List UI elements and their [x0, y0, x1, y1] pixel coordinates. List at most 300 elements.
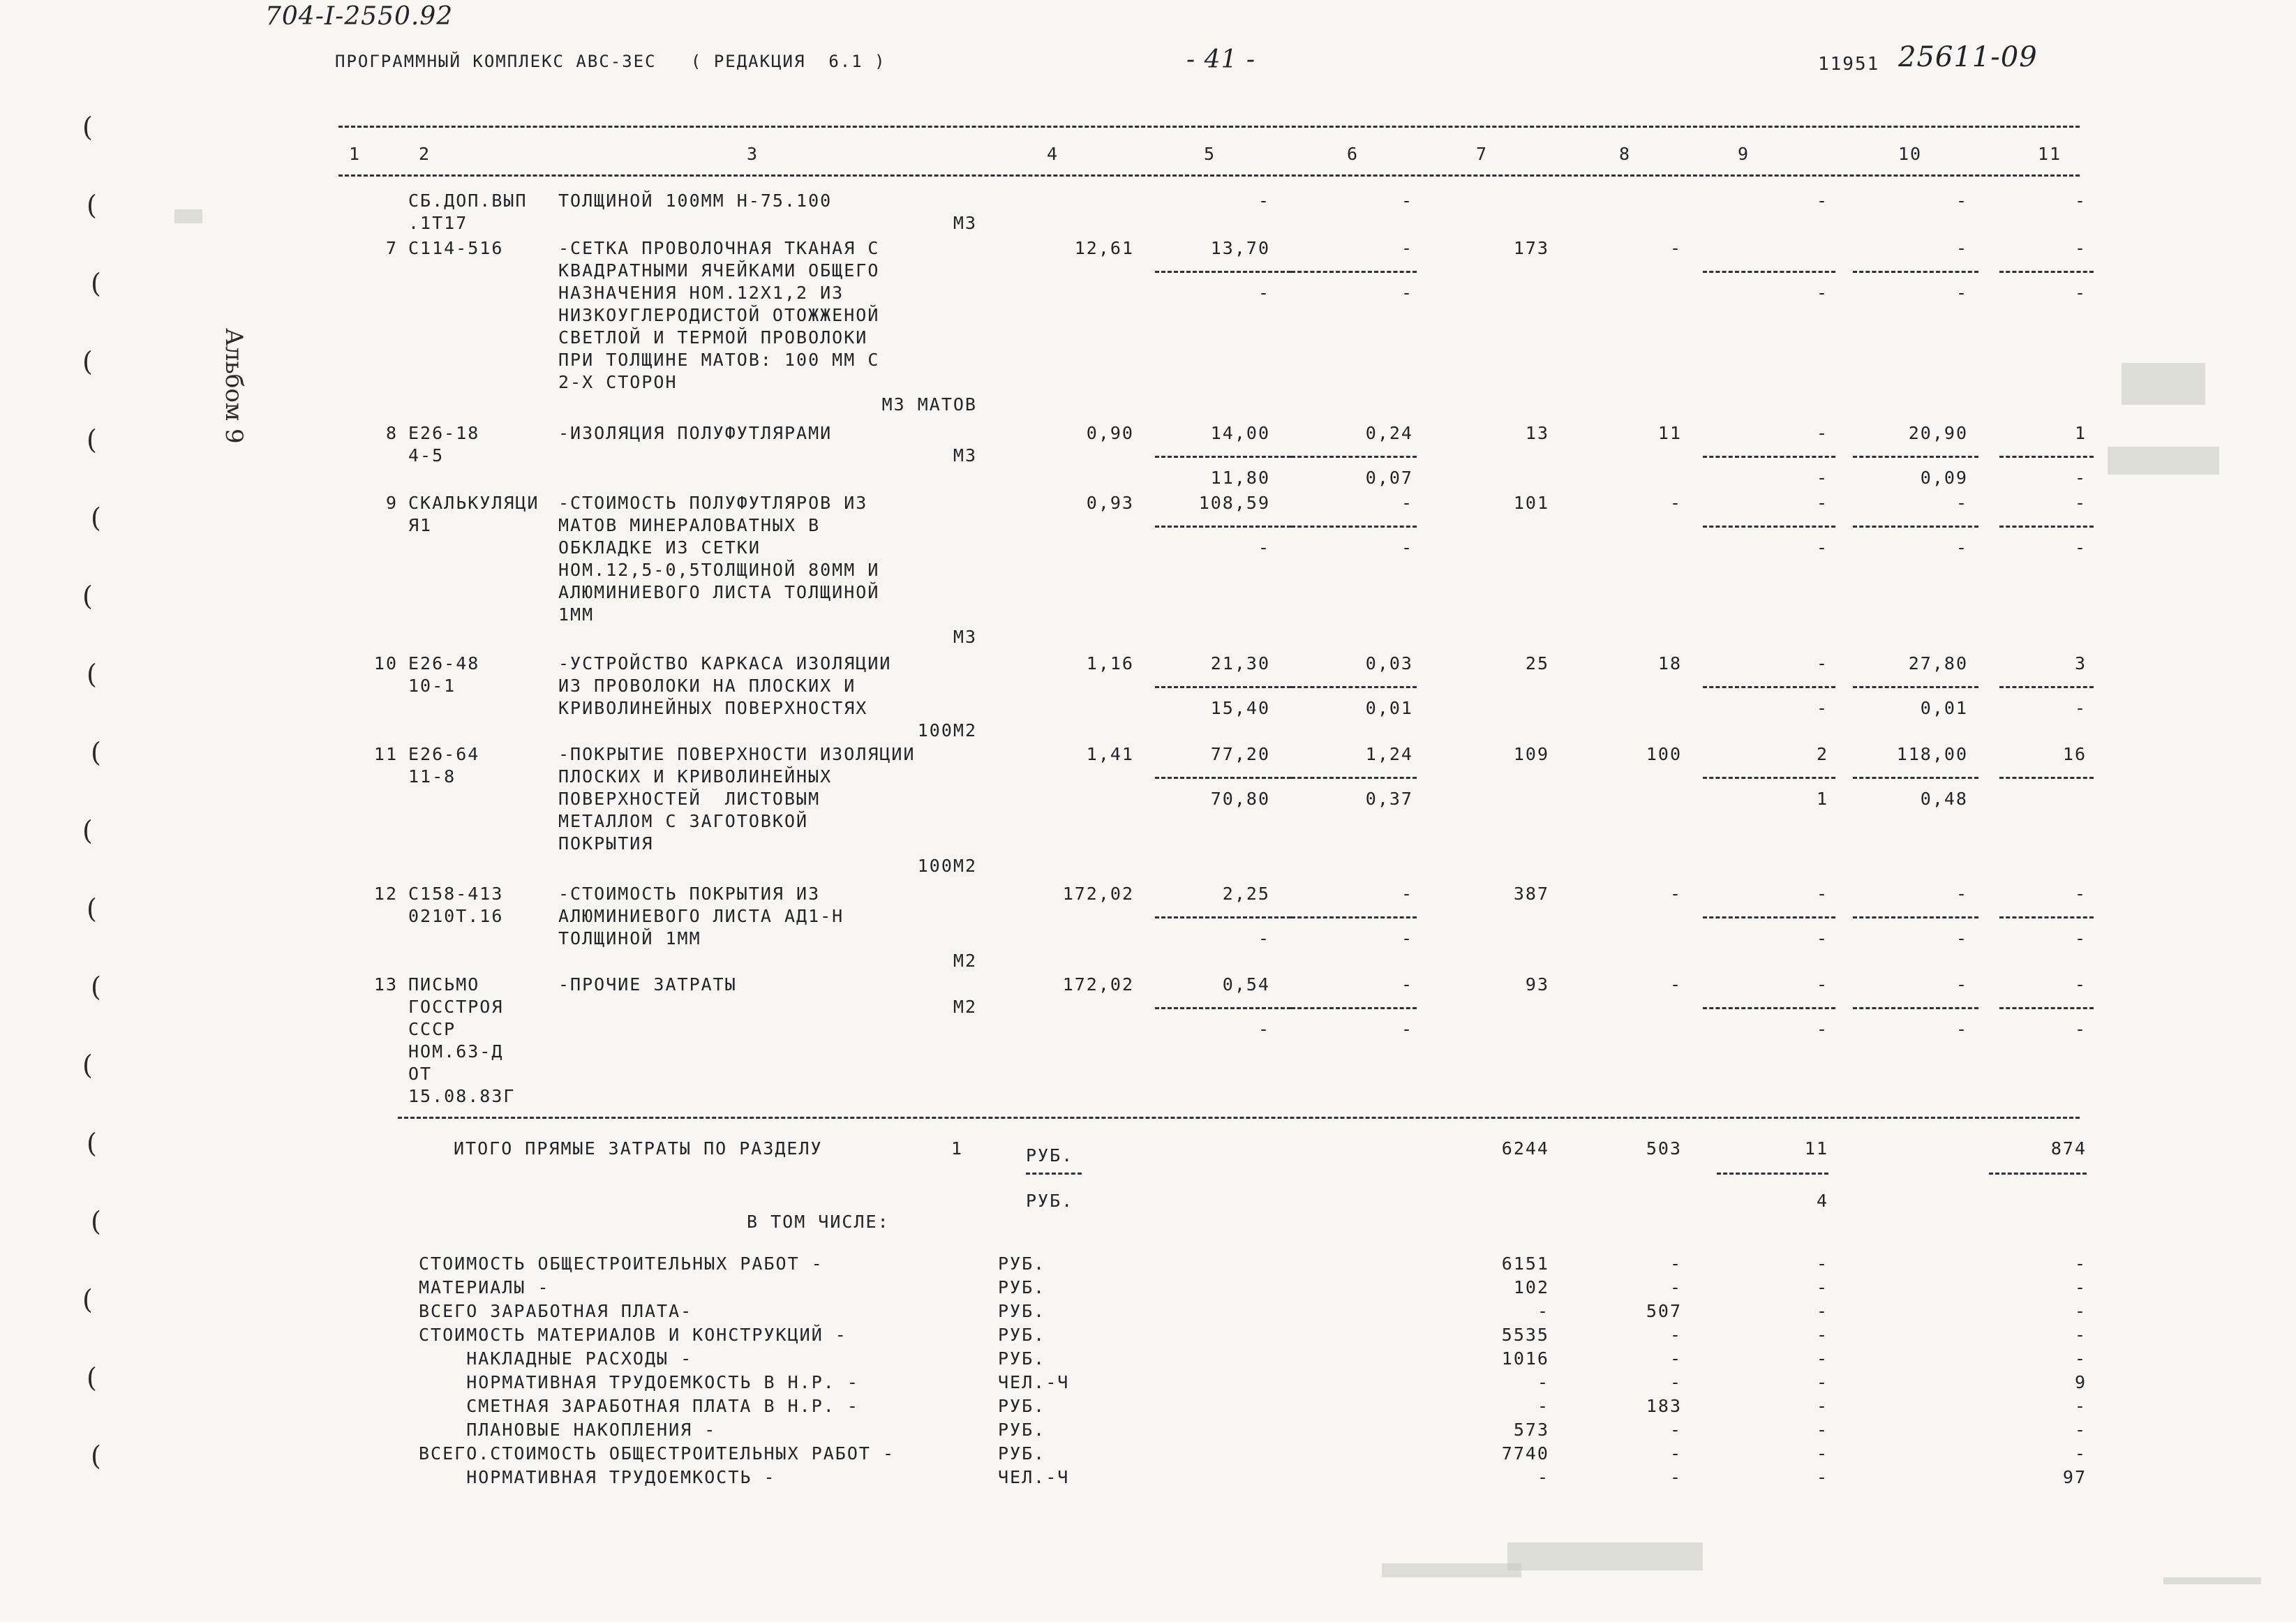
summary-c8: -: [1669, 1253, 1682, 1274]
col-header-7: 7: [1476, 144, 1489, 164]
row-description: ТОЛЩИНОЙ 1ММ: [558, 928, 701, 948]
row-description: КРИВОЛИНЕЙНЫХ ПОВЕРХНОСТЯХ: [558, 698, 868, 718]
row-code: 15.08.83Г: [408, 1086, 516, 1106]
row-code: Е26-64: [408, 744, 480, 764]
summary-c8: 183: [1646, 1396, 1682, 1416]
cell-c9-a: -: [1816, 974, 1828, 995]
margin-mark: (: [82, 346, 93, 377]
row-description: -ПРОЧИЕ ЗАТРАТЫ: [558, 974, 737, 995]
summary-c8: -: [1669, 1443, 1682, 1464]
row-number: 8: [385, 423, 398, 443]
cell-c5-b: -: [1258, 283, 1270, 303]
summary-c8: -: [1669, 1420, 1682, 1440]
cell-c5-a: 0,54: [1222, 974, 1270, 995]
col-header-8: 8: [1619, 144, 1632, 164]
row-code: С114-516: [408, 238, 504, 258]
row-code: СССР: [408, 1019, 456, 1039]
summary-c11: -: [2074, 1443, 2087, 1464]
total-c9-rule: [1717, 1173, 1828, 1175]
row-unit: М3: [953, 213, 977, 233]
row-description: -ИЗОЛЯЦИЯ ПОЛУФУТЛЯРАМИ: [558, 423, 833, 443]
col-header-9: 9: [1738, 144, 1750, 164]
cell-c11-b: -: [2074, 283, 2087, 303]
cell-divider: [1155, 777, 1291, 779]
row-code: ГОССТРОЯ: [408, 997, 504, 1017]
cell-divider: [1999, 526, 2094, 528]
cell-c9-a: -: [1816, 884, 1828, 904]
row-description: 2-Х СТОРОН: [558, 372, 678, 392]
row-number: 10: [373, 653, 398, 674]
total-rule: [398, 1117, 2080, 1119]
cell-divider: [1999, 1007, 2094, 1009]
cell-divider: [1291, 1007, 1417, 1009]
margin-mark: (: [87, 893, 97, 924]
cell-divider: [1853, 526, 1978, 528]
cell-c11-b: -: [2074, 468, 2087, 488]
row-code: 0210Т.16: [408, 906, 504, 926]
cell-c6-b: -: [1401, 928, 1413, 948]
row-unit: М2: [953, 997, 977, 1017]
scan-noise: [174, 209, 202, 223]
cell-c9-b: -: [1816, 468, 1828, 488]
summary-c7: 102: [1513, 1277, 1549, 1297]
cell-c8: -: [1669, 493, 1682, 513]
col-header-11: 11: [2038, 144, 2062, 164]
cell-c11-b: -: [2074, 928, 2087, 948]
cell-c10-a: -: [1955, 191, 1968, 211]
cell-c5-b: 70,80: [1210, 789, 1270, 809]
summary-label: ВСЕГО.СТОИМОСТЬ ОБЩЕСТРОИТЕЛЬНЫХ РАБОТ -: [419, 1443, 895, 1464]
summary-c11: -: [2074, 1301, 2087, 1321]
col-header-1: 1: [349, 144, 361, 164]
summary-c11: -: [2074, 1277, 2087, 1297]
cell-c6-a: -: [1401, 493, 1413, 513]
total-c9b: 4: [1816, 1191, 1828, 1211]
summary-unit: РУБ.: [998, 1443, 1046, 1464]
margin-mark: (: [91, 972, 101, 1002]
cell-c10-a: 20,90: [1908, 423, 1968, 443]
cell-c5-a: 2,25: [1222, 884, 1270, 904]
cell-c5-a: 13,70: [1210, 238, 1270, 258]
row-unit: 100М2: [917, 856, 977, 876]
cell-c8: 100: [1646, 744, 1682, 764]
cell-divider: [1853, 777, 1978, 779]
summary-unit: РУБ.: [998, 1277, 1046, 1297]
cell-c8: -: [1669, 884, 1682, 904]
cell-divider: [1703, 456, 1835, 458]
stamp-top: 704-I-2550.92: [265, 2, 454, 31]
cell-c6-a: 1,24: [1365, 744, 1413, 764]
summary-c9: -: [1816, 1253, 1828, 1274]
summary-c9: -: [1816, 1325, 1828, 1345]
margin-mark: (: [91, 268, 101, 299]
row-description: НАЗНАЧЕНИЯ НОМ.12Х1,2 ИЗ: [558, 283, 844, 303]
margin-mark: (: [82, 1284, 93, 1315]
total-label: ИТОГО ПРЯМЫЕ ЗАТРАТЫ ПО РАЗДЕЛУ: [454, 1138, 823, 1159]
cell-c11-a: -: [2074, 191, 2087, 211]
summary-unit: РУБ.: [998, 1301, 1046, 1321]
row-code: СБ.ДОП.ВЫП: [408, 191, 528, 211]
summary-unit: РУБ.: [998, 1325, 1046, 1345]
summary-c8: -: [1669, 1372, 1682, 1392]
cell-c7: 25: [1525, 653, 1549, 674]
row-code: .1Т17: [408, 213, 468, 233]
cell-c4: 1,41: [1086, 744, 1134, 764]
doc-code: 25611-09: [1898, 41, 2038, 73]
margin-mark: (: [87, 190, 97, 221]
in-that-number: В ТОМ ЧИСЛЕ:: [747, 1212, 890, 1232]
scan-noise: [2108, 447, 2219, 475]
cell-c5-b: 11,80: [1210, 468, 1270, 488]
cell-c6-a: -: [1401, 884, 1413, 904]
col-header-5: 5: [1204, 144, 1216, 164]
header-rule-top: [338, 126, 2080, 128]
cell-c7: 387: [1513, 884, 1549, 904]
row-unit: М3: [953, 627, 977, 647]
summary-label: СМЕТНАЯ ЗАРАБОТНАЯ ПЛАТА В Н.Р. -: [419, 1396, 859, 1416]
cell-c7: 109: [1513, 744, 1549, 764]
col-header-4: 4: [1047, 144, 1059, 164]
row-description: ПОКРЫТИЯ: [558, 833, 654, 854]
cell-divider: [1999, 916, 2094, 918]
summary-label: СТОИМОСТЬ ОБЩЕСТРОИТЕЛЬНЫХ РАБОТ -: [419, 1253, 823, 1274]
row-description: НОМ.12,5-0,5ТОЛЩИНОЙ 80ММ И: [558, 560, 880, 580]
summary-c8: -: [1669, 1277, 1682, 1297]
cell-c10-a: -: [1955, 884, 1968, 904]
cell-c6-b: -: [1401, 537, 1413, 558]
cell-c10-b: 0,09: [1920, 468, 1968, 488]
cell-c6-b: 0,07: [1365, 468, 1413, 488]
cell-divider: [1155, 271, 1291, 273]
cell-c9-a: -: [1816, 493, 1828, 513]
cell-divider: [1155, 526, 1291, 528]
cell-c6-b: 0,37: [1365, 789, 1413, 809]
margin-mark: (: [82, 1050, 93, 1080]
summary-label: МАТЕРИАЛЫ -: [419, 1277, 550, 1297]
summary-unit: ЧЕЛ.-Ч: [998, 1372, 1070, 1392]
row-description: МАТОВ МИНЕРАЛОВАТНЫХ В: [558, 515, 821, 535]
margin-mark: (: [87, 424, 97, 455]
summary-unit: РУБ.: [998, 1348, 1046, 1369]
program-header: ПРОГРАММНЫЙ КОМПЛЕКС АВС-ЗЕС ( РЕДАКЦИЯ 6.1 ): [335, 52, 886, 71]
col-header-3: 3: [747, 144, 759, 164]
total-section: 1: [951, 1138, 963, 1159]
cell-divider: [1999, 456, 2094, 458]
page-number: - 41 -: [1186, 45, 1256, 74]
summary-label: НАКЛАДНЫЕ РАСХОДЫ -: [419, 1348, 693, 1369]
cell-c9-b: -: [1816, 283, 1828, 303]
row-code: 10-1: [408, 676, 456, 696]
summary-c9: -: [1816, 1348, 1828, 1369]
summary-c7: 7740: [1501, 1443, 1549, 1464]
cell-c4: 1,16: [1086, 653, 1134, 674]
cell-c9-b: -: [1816, 1019, 1828, 1039]
summary-unit: ЧЕЛ.-Ч: [998, 1467, 1070, 1487]
row-description: НИЗКОУГЛЕРОДИСТОЙ ОТОЖЖЕНОЙ: [558, 305, 880, 325]
cell-c9-a: 2: [1816, 744, 1828, 764]
album-label: Альбом 9: [220, 328, 248, 444]
summary-c11: -: [2074, 1396, 2087, 1416]
row-unit: 100М2: [917, 720, 977, 741]
cell-divider: [1999, 777, 2094, 779]
cell-divider: [1291, 456, 1417, 458]
row-description: КВАДРАТНЫМИ ЯЧЕЙКАМИ ОБЩЕГО: [558, 260, 880, 281]
cell-c11-a: 16: [2062, 744, 2087, 764]
cell-c11-a: -: [2074, 493, 2087, 513]
cell-divider: [1155, 1007, 1291, 1009]
row-code: ОТ: [408, 1064, 433, 1084]
cell-divider: [1853, 456, 1978, 458]
cell-c5-b: -: [1258, 928, 1270, 948]
summary-c11: 9: [2074, 1372, 2087, 1392]
summary-c11: -: [2074, 1348, 2087, 1369]
row-code: Е26-48: [408, 653, 480, 674]
margin-mark: (: [82, 112, 93, 142]
margin-mark: (: [82, 581, 93, 611]
row-number: 12: [373, 884, 398, 904]
summary-c9: -: [1816, 1372, 1828, 1392]
row-code: 11-8: [408, 766, 456, 787]
scan-noise: [2122, 363, 2205, 405]
row-description: ТОЛЩИНОЙ 100ММ Н-75.100: [558, 191, 833, 211]
cell-c4: 0,90: [1086, 423, 1134, 443]
cell-c6-b: 0,01: [1365, 698, 1413, 718]
cell-divider: [1703, 916, 1835, 918]
row-code: НОМ.63-Д: [408, 1041, 504, 1062]
margin-mark: (: [91, 1206, 101, 1237]
row-code: С158-413: [408, 884, 504, 904]
cell-divider: [1853, 916, 1978, 918]
cell-divider: [1703, 777, 1835, 779]
row-description: ИЗ ПРОВОЛОКИ НА ПЛОСКИХ И: [558, 676, 856, 696]
cell-c6-a: -: [1401, 974, 1413, 995]
cell-c10-b: 0,48: [1920, 789, 1968, 809]
cell-c10-a: -: [1955, 238, 1968, 258]
summary-label: ПЛАНОВЫЕ НАКОПЛЕНИЯ -: [419, 1420, 717, 1440]
summary-unit: РУБ.: [998, 1420, 1046, 1440]
row-description: 1ММ: [558, 604, 595, 625]
summary-label: СТОИМОСТЬ МАТЕРИАЛОВ И КОНСТРУКЦИЙ -: [419, 1325, 847, 1345]
cell-c11-a: -: [2074, 884, 2087, 904]
cell-c10-a: -: [1955, 974, 1968, 995]
cell-c4: 0,93: [1086, 493, 1134, 513]
summary-c7: 6151: [1501, 1253, 1549, 1274]
row-number: 9: [385, 493, 398, 513]
col-header-2: 2: [419, 144, 431, 164]
row-description: -СТОИМОСТЬ ПОЛУФУТЛЯРОВ ИЗ: [558, 493, 868, 513]
total-c7: 6244: [1501, 1138, 1549, 1159]
row-code: СКАЛЬКУЛЯЦИ: [408, 493, 539, 513]
row-unit: М3 МАТОВ: [881, 394, 977, 415]
cell-c8: -: [1669, 238, 1682, 258]
row-description: -СТОИМОСТЬ ПОКРЫТИЯ ИЗ: [558, 884, 821, 904]
summary-unit: РУБ.: [998, 1396, 1046, 1416]
cell-c5-a: 21,30: [1210, 653, 1270, 674]
row-code: Я1: [408, 515, 433, 535]
margin-mark: (: [91, 737, 101, 768]
cell-c10-b: -: [1955, 537, 1968, 558]
cell-c5-a: 77,20: [1210, 744, 1270, 764]
row-description: -УСТРОЙСТВО КАРКАСА ИЗОЛЯЦИИ: [558, 653, 892, 674]
row-description: -СЕТКА ПРОВОЛОЧНАЯ ТКАНАЯ С: [558, 238, 880, 258]
cell-divider: [1155, 916, 1291, 918]
cell-divider: [1853, 686, 1978, 688]
cell-divider: [1853, 1007, 1978, 1009]
summary-c7: -: [1537, 1301, 1549, 1321]
cell-c6-b: -: [1401, 1019, 1413, 1039]
cell-c10-b: 0,01: [1920, 698, 1968, 718]
cell-divider: [1703, 686, 1835, 688]
cell-divider: [1291, 271, 1417, 273]
summary-c11: -: [2074, 1325, 2087, 1345]
cell-divider: [1703, 526, 1835, 528]
cell-c9-a: -: [1816, 653, 1828, 674]
doc-prefix: 11951: [1818, 54, 1880, 75]
cell-c10-a: 27,80: [1908, 653, 1968, 674]
cell-c4: 172,02: [1062, 974, 1134, 995]
cell-divider: [1155, 456, 1291, 458]
margin-mark: (: [91, 503, 101, 533]
summary-c11: -: [2074, 1253, 2087, 1274]
cell-c11-b: -: [2074, 698, 2087, 718]
cell-c7: 13: [1525, 423, 1549, 443]
row-code: ПИСЬМО: [408, 974, 480, 995]
cell-c8: 11: [1657, 423, 1682, 443]
row-description: ПОВЕРХНОСТЕЙ ЛИСТОВЫМ: [558, 789, 821, 809]
summary-c11: -: [2074, 1420, 2087, 1440]
summary-c8: 507: [1646, 1301, 1682, 1321]
cell-c5-b: -: [1258, 1019, 1270, 1039]
total-unit-rule: [1026, 1173, 1082, 1175]
row-number: 7: [385, 238, 398, 258]
summary-c7: 1016: [1501, 1348, 1549, 1369]
summary-c8: -: [1669, 1325, 1682, 1345]
cell-c8: -: [1669, 974, 1682, 995]
cell-c7: 93: [1525, 974, 1549, 995]
cell-c11-b: -: [2074, 1019, 2087, 1039]
cell-c9-b: -: [1816, 537, 1828, 558]
cell-c6-a: 0,03: [1365, 653, 1413, 674]
cell-c6-a: -: [1401, 191, 1413, 211]
row-description: МЕТАЛЛОМ С ЗАГОТОВКОЙ: [558, 811, 809, 831]
total-unit-1: РУБ.: [1026, 1145, 1074, 1166]
cell-divider: [1155, 686, 1291, 688]
row-number: 11: [373, 744, 398, 764]
cell-divider: [1291, 686, 1417, 688]
summary-c9: -: [1816, 1443, 1828, 1464]
margin-mark: (: [82, 815, 93, 846]
cell-c10-b: -: [1955, 283, 1968, 303]
cell-c5-a: 108,59: [1198, 493, 1270, 513]
cell-c6-b: -: [1401, 283, 1413, 303]
row-description: АЛЮМИНИЕВОГО ЛИСТА ТОЛЩИНОЙ: [558, 582, 880, 602]
summary-c7: -: [1537, 1372, 1549, 1392]
row-number: 13: [373, 974, 398, 995]
cell-c10-a: -: [1955, 493, 1968, 513]
cell-c11-a: -: [2074, 238, 2087, 258]
col-header-6: 6: [1347, 144, 1359, 164]
scan-noise: [1382, 1563, 1521, 1577]
row-description: СВЕТЛОЙ И ТЕРМОЙ ПРОВОЛОКИ: [558, 327, 868, 348]
margin-mark: (: [91, 1441, 101, 1471]
row-description: АЛЮМИНИЕВОГО ЛИСТА АД1-Н: [558, 906, 844, 926]
total-c11: 874: [2050, 1138, 2087, 1159]
cell-c5-a: 14,00: [1210, 423, 1270, 443]
cell-divider: [1291, 777, 1417, 779]
cell-c10-b: -: [1955, 928, 1968, 948]
summary-c7: -: [1537, 1396, 1549, 1416]
summary-label: НОРМАТИВНАЯ ТРУДОЕМКОСТЬ -: [419, 1467, 776, 1487]
cell-c11-a: 1: [2074, 423, 2087, 443]
cell-c5-a: -: [1258, 191, 1270, 211]
cell-c10-a: 118,00: [1896, 744, 1968, 764]
row-unit: М3: [953, 445, 977, 466]
cell-c5-b: -: [1258, 537, 1270, 558]
cell-c8: 18: [1657, 653, 1682, 674]
total-unit-2: РУБ.: [1026, 1191, 1074, 1211]
summary-c9: -: [1816, 1420, 1828, 1440]
cell-c9-b: -: [1816, 698, 1828, 718]
summary-c9: -: [1816, 1277, 1828, 1297]
summary-c7: 573: [1513, 1420, 1549, 1440]
row-code: 4-5: [408, 445, 445, 466]
margin-mark: (: [87, 1128, 97, 1159]
cell-c6-a: 0,24: [1365, 423, 1413, 443]
cell-divider: [1999, 686, 2094, 688]
cell-divider: [1703, 1007, 1835, 1009]
cell-c7: 101: [1513, 493, 1549, 513]
total-c9: 11: [1804, 1138, 1828, 1159]
margin-mark: (: [87, 1362, 97, 1393]
row-unit: М2: [953, 951, 977, 971]
cell-c6-a: -: [1401, 238, 1413, 258]
summary-label: НОРМАТИВНАЯ ТРУДОЕМКОСТЬ В Н.Р. -: [419, 1372, 859, 1392]
summary-c9: -: [1816, 1396, 1828, 1416]
cell-divider: [1291, 916, 1417, 918]
total-c11-rule: [1989, 1173, 2087, 1175]
header-rule-bottom: [338, 174, 2080, 177]
summary-c8: -: [1669, 1467, 1682, 1487]
col-header-10: 10: [1898, 144, 1923, 164]
summary-c8: -: [1669, 1348, 1682, 1369]
row-description: ОБКЛАДКЕ ИЗ СЕТКИ: [558, 537, 761, 558]
cell-c11-a: -: [2074, 974, 2087, 995]
summary-c9: -: [1816, 1467, 1828, 1487]
scan-noise: [1507, 1542, 1703, 1570]
summary-c7: 5535: [1501, 1325, 1549, 1345]
row-description: ПЛОСКИХ И КРИВОЛИНЕЙНЫХ: [558, 766, 833, 787]
summary-c9: -: [1816, 1301, 1828, 1321]
row-code: Е26-18: [408, 423, 480, 443]
cell-c4: 12,61: [1074, 238, 1134, 258]
cell-c7: 173: [1513, 238, 1549, 258]
row-description: ПРИ ТОЛЩИНЕ МАТОВ: 100 ММ С: [558, 350, 880, 370]
summary-label: ВСЕГО ЗАРАБОТНАЯ ПЛАТА-: [419, 1301, 693, 1321]
summary-unit: РУБ.: [998, 1253, 1046, 1274]
cell-c9-a: -: [1816, 423, 1828, 443]
cell-c10-b: -: [1955, 1019, 1968, 1039]
cell-c9-a: -: [1816, 191, 1828, 211]
cell-c5-b: 15,40: [1210, 698, 1270, 718]
cell-c11-b: -: [2074, 537, 2087, 558]
cell-c9-b: 1: [1816, 789, 1828, 809]
cell-divider: [1703, 271, 1835, 273]
margin-mark: (: [87, 659, 97, 690]
cell-c4: 172,02: [1062, 884, 1134, 904]
cell-divider: [1999, 271, 2094, 273]
scan-noise: [2163, 1577, 2261, 1584]
summary-c7: -: [1537, 1467, 1549, 1487]
